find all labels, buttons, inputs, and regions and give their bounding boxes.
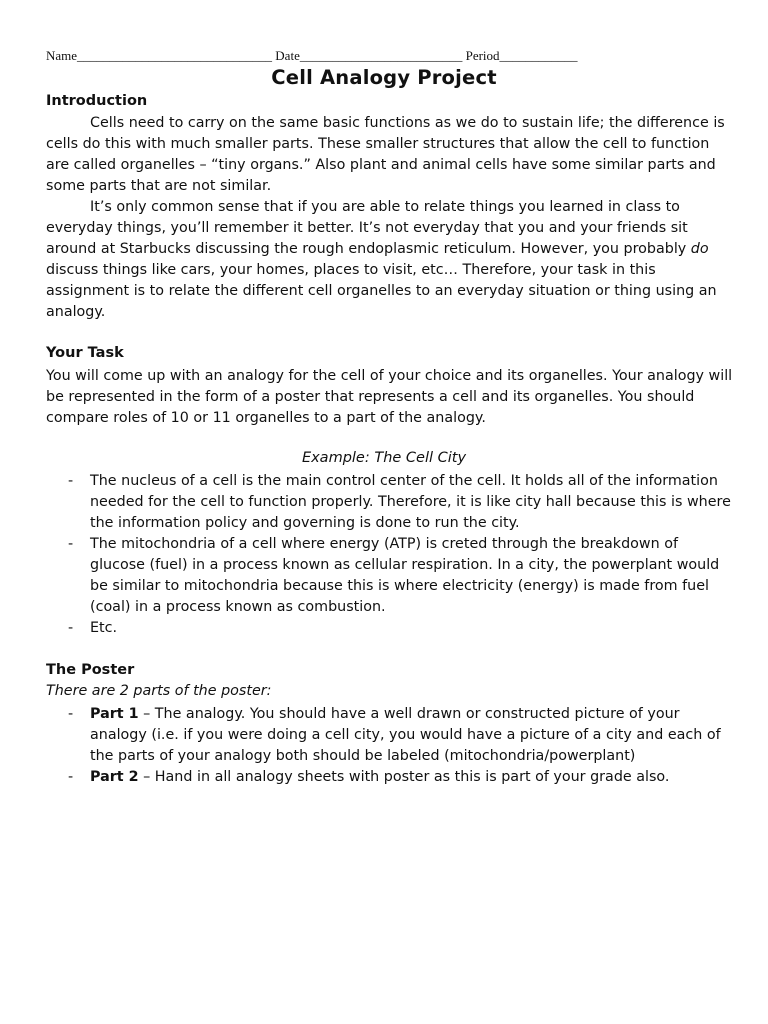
introduction-heading: Introduction <box>46 93 148 109</box>
introduction-paragraph-1: Cells need to carry on the same basic functions as we do to sustain life; the difference is cells do this with much smaller parts. These smaller structures that allow the cell to function are called organelles – “tiny organs.” Also plant and animal cells have some similar parts and some parts that are not similar. <box>46 115 725 194</box>
list-item <box>46 704 736 767</box>
your-task-heading: Your Task <box>46 345 124 361</box>
dash-bullet-icon: - <box>68 536 74 552</box>
your-task-paragraph: You will come up with an analogy for the cell of your choice and its organelles. Your analogy will be represented in the form of a poster that represents a cell and its organelles. You should compare roles of 10 or 11 organelles to a part of the analogy. <box>46 368 733 426</box>
dash-bullet-icon: - <box>68 473 74 489</box>
dash-bullet-icon: - <box>68 706 74 722</box>
list-item <box>46 534 736 618</box>
poster-subheading: There are 2 parts of the poster: <box>46 683 272 699</box>
part-label: Part 1 <box>90 706 139 722</box>
part-label: Part 2 <box>90 769 139 785</box>
intro-p2-before: It’s only common sense that if you are able to relate things you learned in class to everyday things, you’ll remember it better. It’s not everyday that you and your friends sit around at Starbucks discussing the rough endoplasmic reticulum. However, you probably <box>46 199 691 257</box>
student-info-line <box>46 48 726 64</box>
intro-p2-emphasis: do <box>690 241 709 257</box>
poster-heading: The Poster <box>46 662 135 678</box>
introduction-paragraph-2 <box>46 197 736 323</box>
page-title: Cell Analogy Project <box>271 66 497 89</box>
name-blank[interactable]: ______________________________ <box>77 48 273 63</box>
list-item <box>46 471 736 534</box>
period-label: Period <box>462 48 500 63</box>
example-list <box>46 471 736 639</box>
intro-p2-after: discuss things like cars, your homes, places to visit, etc… Therefore, your task in this assignment is to relate the different cell organelles to an everyday situation or thing using an analogy. <box>46 262 717 320</box>
dash-bullet-icon: - <box>68 620 74 636</box>
list-item <box>46 618 736 639</box>
example-item-text: Etc. <box>90 620 118 636</box>
list-item <box>46 767 736 788</box>
date-blank[interactable]: _________________________ <box>299 48 463 63</box>
dash-bullet-icon: - <box>68 769 74 785</box>
date-label: Date <box>272 48 300 63</box>
period-blank[interactable]: ____________ <box>499 48 578 63</box>
poster-parts-list <box>46 704 736 788</box>
name-label: Name <box>46 48 78 63</box>
example-item-text: The nucleus of a cell is the main control center of the cell. It holds all of the information needed for the cell to function properly. Therefore, it is like city hall because this is where the information policy and governing is done to run the city. <box>90 473 731 531</box>
part-text: – Hand in all analogy sheets with poster as this is part of your grade also. <box>138 769 670 785</box>
part-text: – The analogy. You should have a well drawn or constructed picture of your analogy (i.e. if you were doing a cell city, you would have a picture of a city and each of the parts of your analogy both should be labeled (mitochondria/powerplant) <box>90 706 721 764</box>
example-item-text: The mitochondria of a cell where energy (ATP) is creted through the breakdown of glucose (fuel) in a process known as cellular respiration. In a city, the powerplant would be similar to mitochondria because this is where electricity (energy) is made from fuel (coal) in a process known as combustion. <box>90 536 720 615</box>
example-title: Example: The Cell City <box>301 450 467 466</box>
